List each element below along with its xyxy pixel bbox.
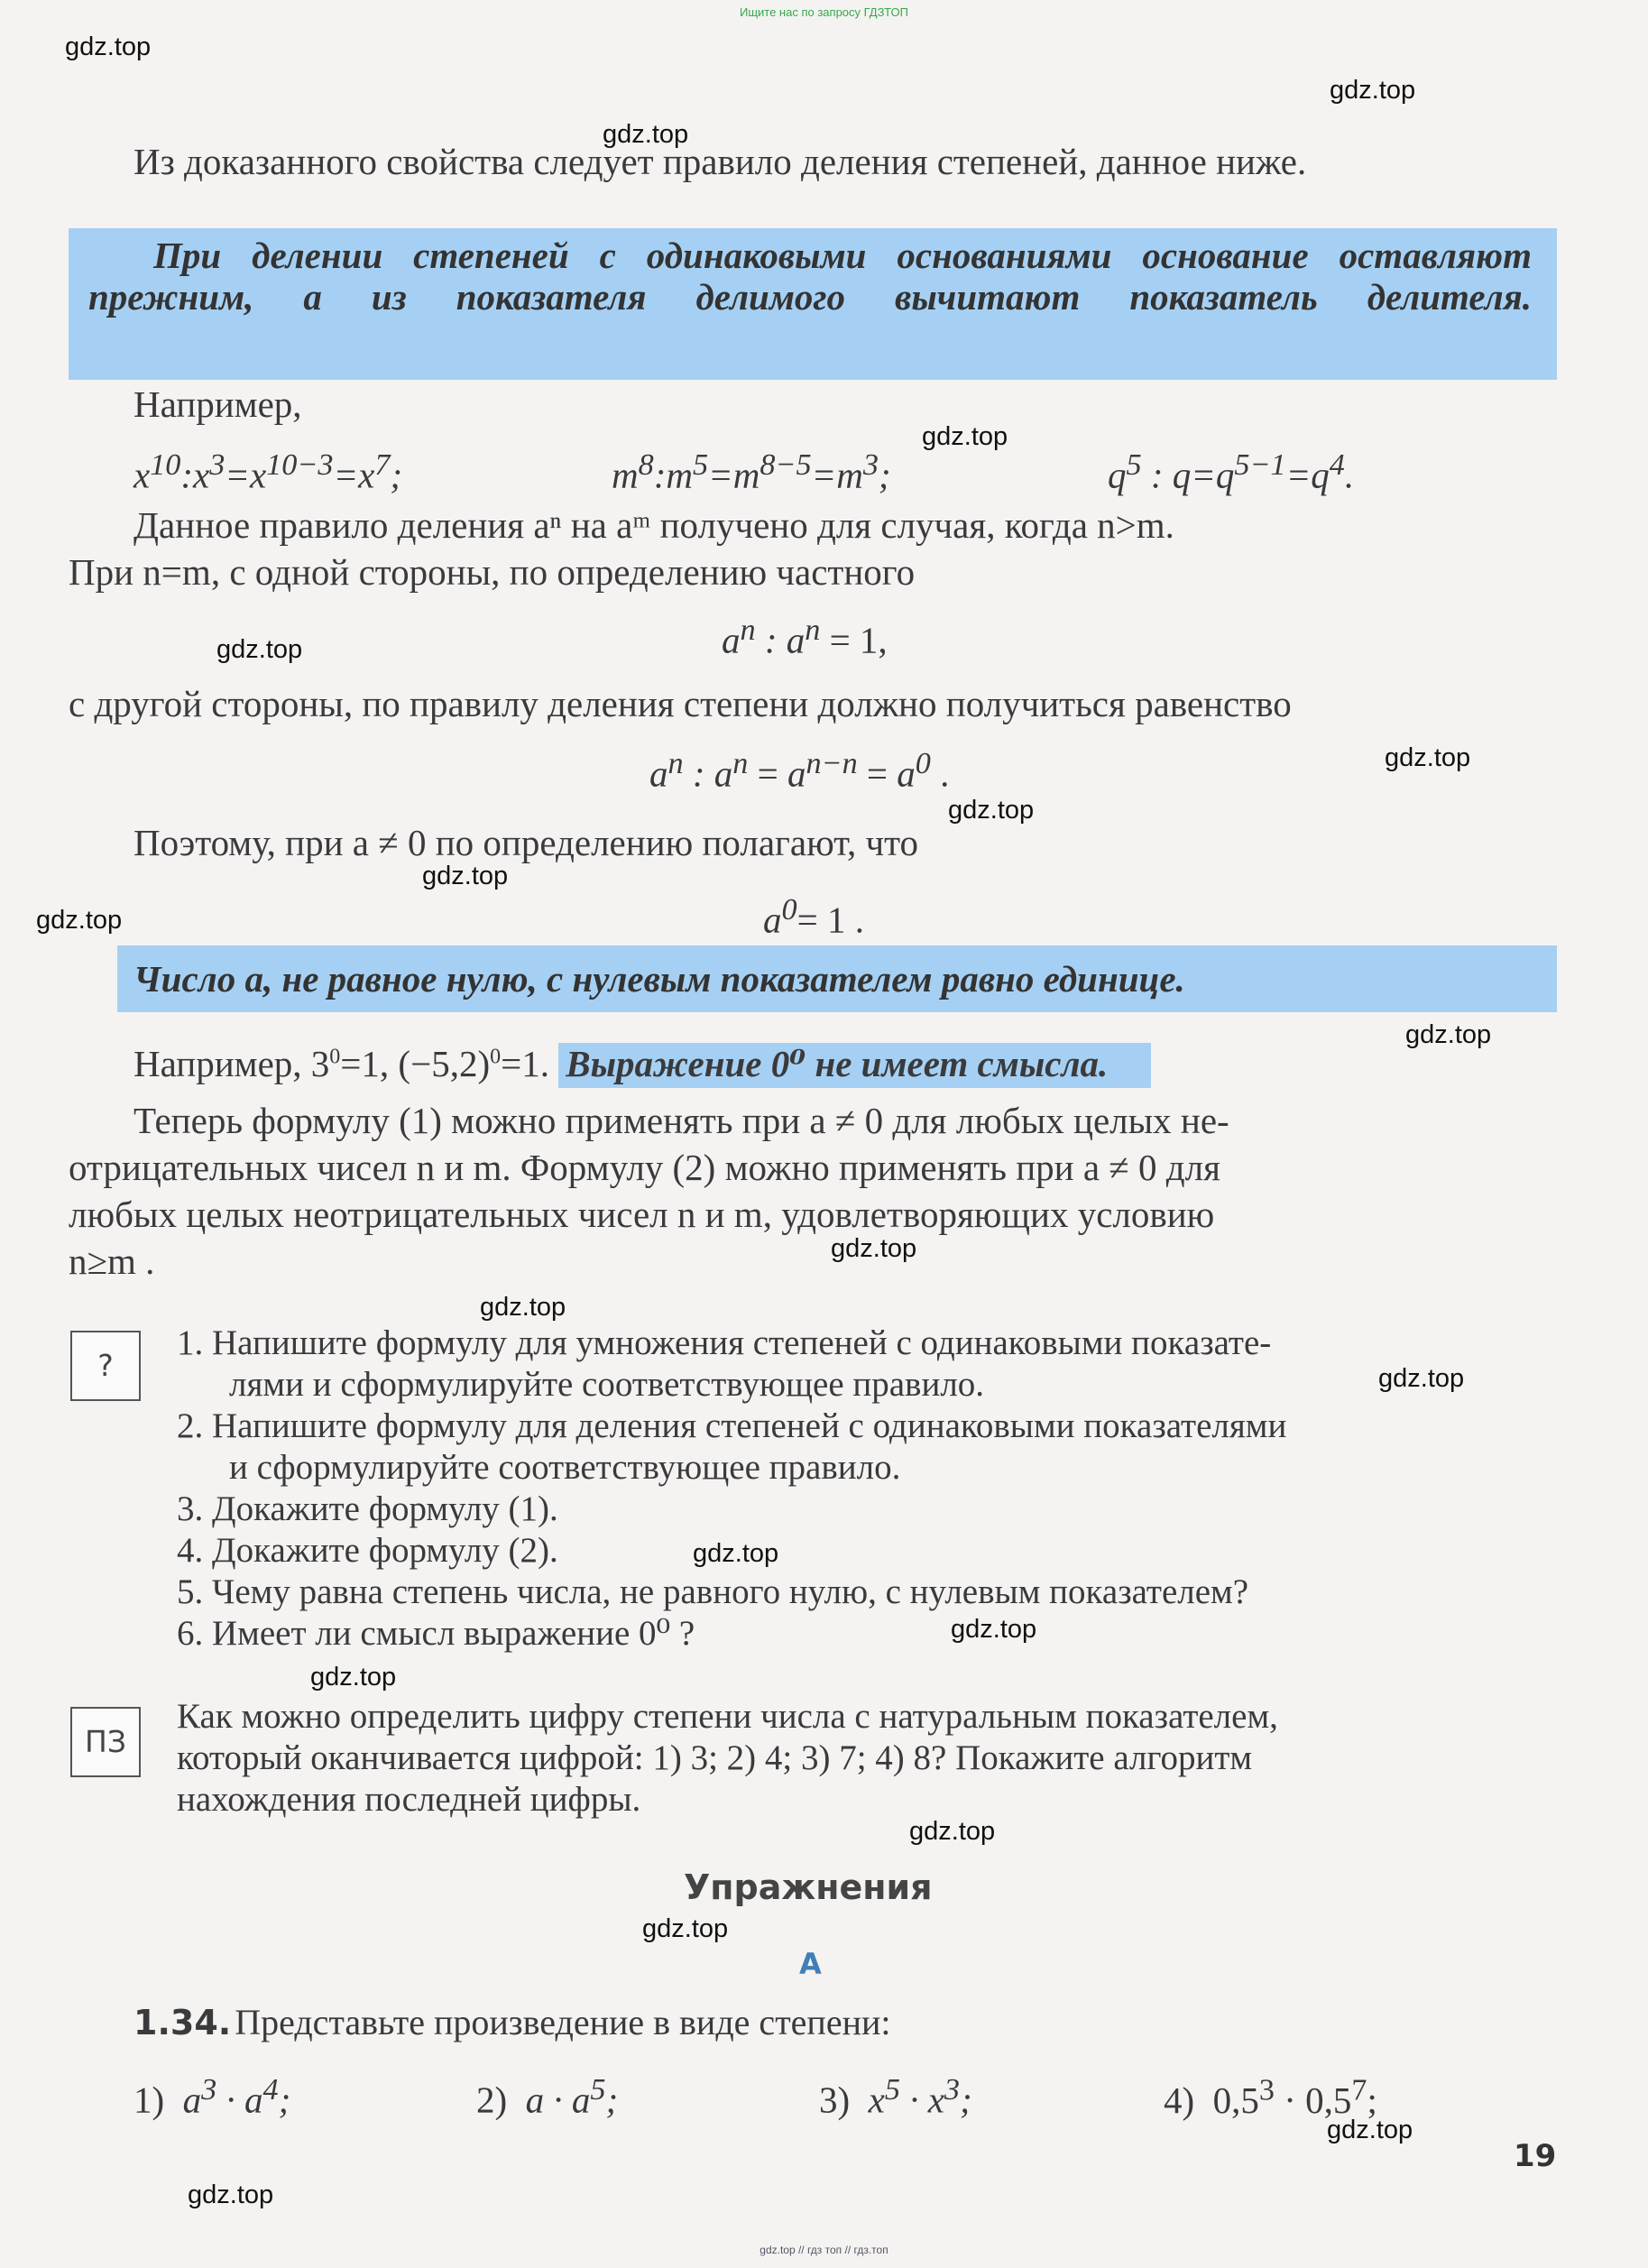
question-item: 5. Чему равна степень числа, не равного нулю, с нулевым показателем?: [177, 1572, 1249, 1611]
watermark: gdz.top: [310, 1663, 397, 1692]
exercise-item-1: 1) $a^3 \cdot a^4$;: [133, 2073, 291, 2121]
example-formula-q: $q^5$ : $q=q^{5-1}=q^4$.: [1108, 448, 1355, 496]
watermark: gdz.top: [831, 1234, 917, 1263]
question-item: 4. Докажите формулу (2).: [177, 1531, 558, 1570]
intro-paragraph: Из доказанного свойства следует правило деления степеней, данное ниже.: [133, 141, 1307, 182]
watermark: gdz.top: [948, 796, 1035, 825]
exercise-item-2: 2) $a \cdot a^5$;: [476, 2073, 619, 2121]
question-item: 6. Имеет ли смысл выражение 0⁰ ?: [177, 1614, 695, 1653]
watermark: gdz.top: [1330, 76, 1416, 105]
question-item: 1. Напишите формулу для умножения степеней с одинаковыми показате-: [177, 1323, 1272, 1362]
example-formula-m: $m^8:m^5=m^{8-5}=m^3$;: [612, 448, 891, 496]
other-side-paragraph: с другой стороны, по правилу деления степени должно получиться равенство: [69, 683, 1292, 724]
zero-undefined-note: Выражение 0⁰ не имеет смысла.: [558, 1043, 1151, 1088]
formula-text-line: любых целых неотрицательных чисел n и m, удовлетворяющих условию: [69, 1194, 1215, 1235]
watermark: gdz.top: [36, 906, 123, 935]
watermark: gdz.top: [65, 32, 152, 61]
watermark: gdz.top: [1405, 1020, 1492, 1049]
zero-power-formula: $a^0= 1$ .: [763, 893, 864, 941]
formula-text-line: n≥m .: [69, 1240, 155, 1282]
bottom-note[interactable]: gdz.top // гдз топ // гдз.топ: [760, 2244, 888, 2256]
example-formula-x: $x^{10}:x^3=x^{10-3}=x^7$;: [133, 448, 403, 496]
question-item: и сформулируйте соответствующее правило.: [229, 1448, 901, 1487]
watermark: gdz.top: [922, 422, 1008, 451]
watermark: gdz.top: [422, 862, 509, 890]
exercise-text: Представьте произведение в виде степени:: [235, 2002, 891, 2042]
power-rule-formula: $a^n$ : $a^n = a^{n-n} = a^0$ .: [649, 747, 950, 795]
zero-example: Например, $3^0=1$, $(-5,2)^0=1$. Выражение 0⁰ не имеет смысла.: [133, 1042, 1151, 1085]
formula-text-line: Теперь формулу (1) можно применять при a ≠ 0 для любых целых не-: [133, 1100, 1229, 1141]
task-icon: ПЗ: [70, 1707, 141, 1777]
exercise-number: 1.34.: [133, 2003, 232, 2042]
question-item: 2. Напишите формулу для деления степеней с одинаковыми показателями: [177, 1406, 1287, 1445]
watermark: gdz.top: [603, 120, 689, 149]
formula-text-line: отрицательных чисел n и m. Формулу (2) можно применять при a ≠ 0 для: [69, 1147, 1220, 1188]
quotient-formula: $a^n$ : $a^n = 1$,: [722, 613, 888, 661]
top-search-note[interactable]: Ищите нас по запросу ГДЗТОП: [739, 5, 908, 19]
task-line: нахождения последней цифры.: [177, 1780, 641, 1819]
watermark: gdz.top: [188, 2180, 274, 2209]
watermark: gdz.top: [693, 1539, 779, 1568]
watermark: gdz.top: [216, 635, 303, 664]
question-icon: ?: [70, 1331, 141, 1401]
zero-rule: Число a, не равное нулю, с нулевым показателем равно единице.: [133, 958, 1185, 1000]
task-line: который оканчивается цифрой: 1) 3; 2) 4; 3) 7; 4) 8? Покажите алгоритм: [177, 1738, 1253, 1777]
exercises-heading: Упражнения: [684, 1867, 933, 1907]
level-label: A: [799, 1947, 822, 1981]
watermark: gdz.top: [1378, 1364, 1465, 1393]
division-rule: При делении степеней с одинаковыми основаниями основание оставляют прежним, а из показателя делимого вычитают показатель делителя.: [88, 235, 1532, 318]
exercise-1-34: [133, 2001, 891, 2043]
watermark: gdz.top: [1327, 2116, 1413, 2144]
exercise-item-3: 3) $x^5 \cdot x^3$;: [819, 2073, 972, 2121]
page-number: 19: [1514, 2138, 1557, 2174]
therefore-paragraph: Поэтому, при a ≠ 0 по определению полагают, что: [133, 822, 918, 863]
watermark: gdz.top: [480, 1293, 566, 1322]
exercise-item-4: 4) $0,5^3 \cdot 0,5^7$;: [1164, 2073, 1377, 2121]
example-label: Например,: [133, 383, 302, 425]
watermark: gdz.top: [1385, 743, 1471, 772]
question-item: лями и сформулируйте соответствующее правило.: [229, 1365, 985, 1404]
watermark: gdz.top: [909, 1817, 996, 1846]
case-paragraph: Данное правило деления aⁿ на aᵐ получено для случая, когда n>m.: [133, 504, 1174, 546]
equal-case-paragraph: При n=m, с одной стороны, по определению частного: [69, 551, 916, 593]
question-item: 3. Докажите формулу (1).: [177, 1489, 558, 1528]
watermark: gdz.top: [951, 1615, 1037, 1644]
watermark: gdz.top: [642, 1914, 729, 1943]
task-line: Как можно определить цифру степени числа с натуральным показателем,: [177, 1697, 1278, 1736]
